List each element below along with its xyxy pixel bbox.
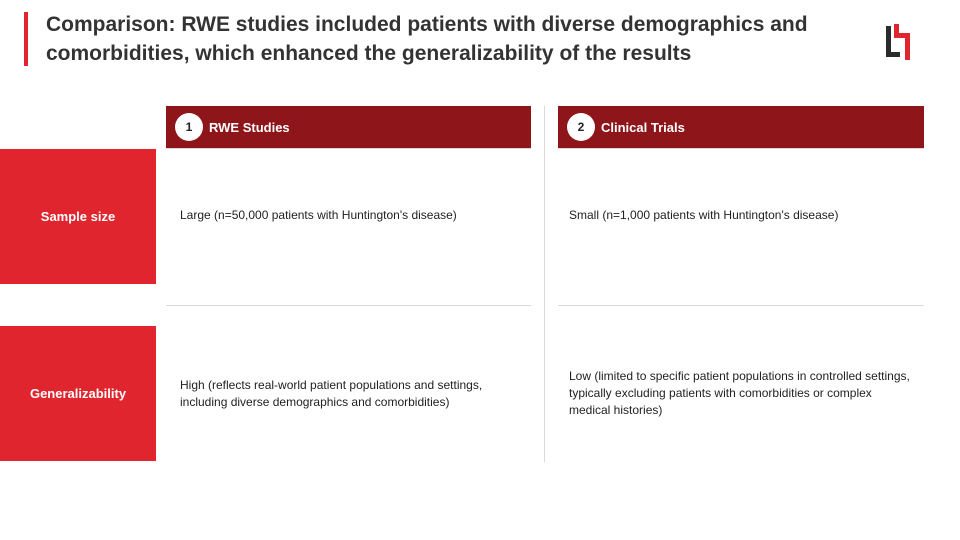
cell-text: High (reflects real-world patient populations and settings, including diverse demographics and comorbidities) [180,377,483,409]
column-number-badge: 1 [175,113,203,141]
row-separator [558,305,924,306]
page-title: Comparison: RWE studies included patients with diverse demographics and comorbidities, which enhanced the generalizability of the results [46,13,808,65]
cell-rwe-sample-size [180,149,520,281]
cell-rwe-generalizability [180,326,520,461]
column-header-rwe [166,106,531,149]
brand-logo-icon [884,24,914,60]
cell-text: Large (n=50,000 patients with Huntington's disease) [180,207,457,222]
row-label-generalizability: Generalizability [0,326,156,461]
row-label-sample-size: Sample size [0,149,156,284]
column-number-badge: 2 [567,113,595,141]
cell-clinical-generalizability [569,326,914,461]
cell-text: Low (limited to specific patient populations in controlled settings, typically excluding patients with comorbidities or complex medical histories) [569,369,910,417]
column-header-clinical-trials [558,106,924,149]
row-separator [166,305,531,306]
column-header-label: RWE Studies [209,119,290,135]
cell-text: Small (n=1,000 patients with Huntington's disease) [569,207,839,222]
cell-clinical-sample-size [569,149,914,281]
column-divider [544,106,545,462]
title-accent-bar [24,12,28,66]
column-header-label: Clinical Trials [601,119,685,135]
